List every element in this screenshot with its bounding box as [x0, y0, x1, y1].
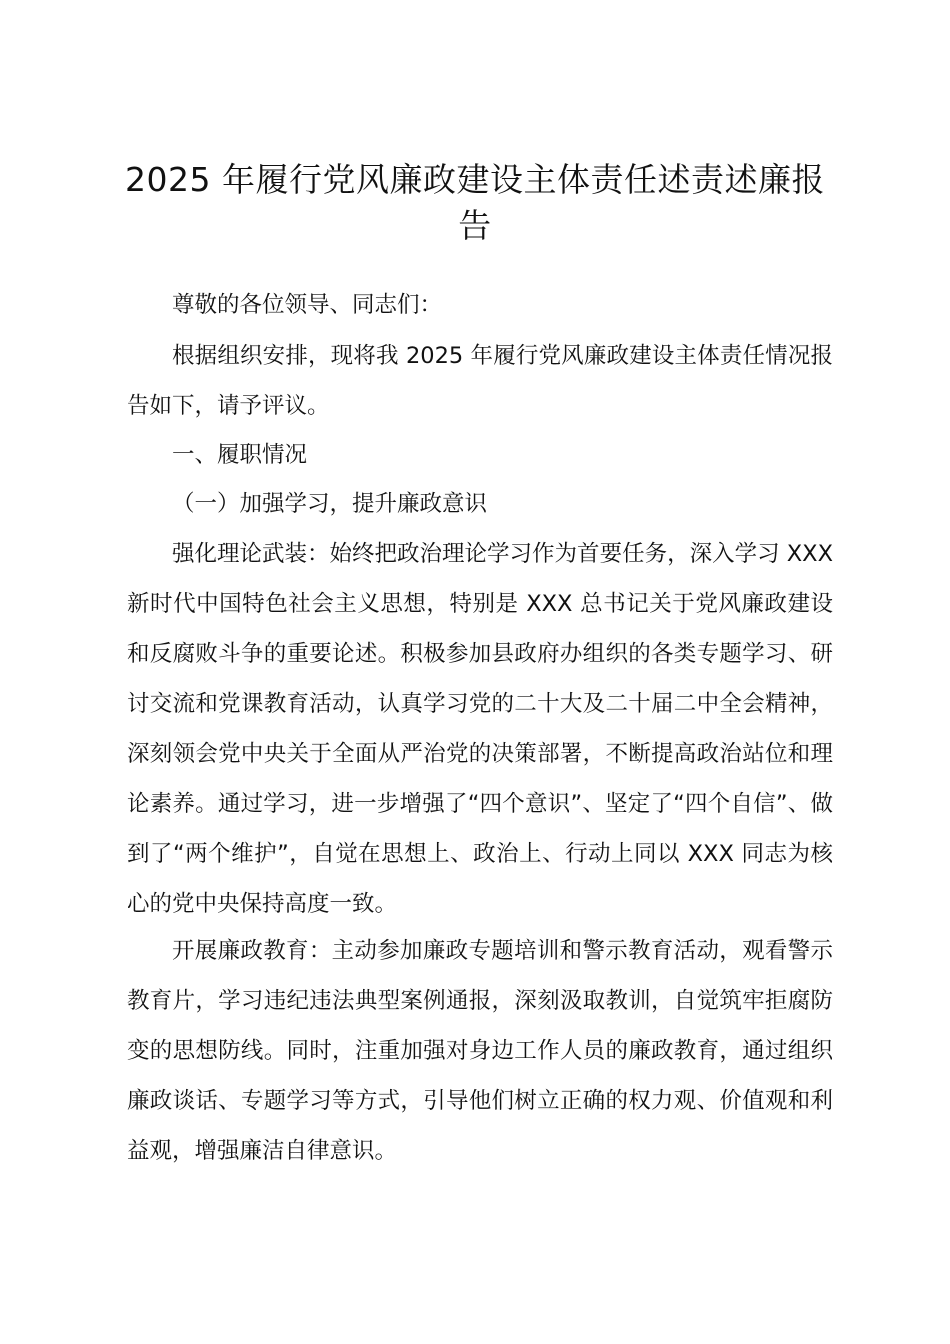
document-title: 2025 年履行党风廉政建设主体责任述责述廉报告 — [125, 160, 825, 245]
salutation: 尊敬的各位领导、同志们： — [172, 292, 443, 318]
education-paragraph: 开展廉政教育：主动参加廉政专题培训和警示教育活动，观看警示教育片，学习违纪违法典型案例通报，深刻汲取教训，自觉筑牢拒腐防变的思想防线。同时，注重加强对身边工作人员的廉政教育，通过组织廉政谈话、专题学习等方式，引导他们树立正确的权力观、价值观和利益观，增强廉洁自律意识。 — [127, 938, 833, 1164]
subsection-heading: （一）加强学习，提升廉政意识 — [172, 491, 488, 517]
section-heading: 一、履职情况 — [172, 442, 308, 468]
intro-paragraph: 根据组织安排，现将我 2025 年履行党风廉政建设主体责任情况报告如下，请予评议。 — [127, 343, 833, 419]
study-paragraph: 强化理论武装：始终把政治理论学习作为首要任务，深入学习 XXX 新时代中国特色社会主义思想，特别是 XXX 总书记关于党风廉政建设和反腐败斗争的重要论述。积极参加县政府办组织的各类专题学习、研讨交流和党课教育活动，认真学习党的二十大及二十届二中全会精神，深刻领会党中央关于全面从严治党的决策部署，不断提高政治站位和理论素养。通过学习，进一步增强了“四个意识”、坚定了“四个自信”、做到了“两个维护”，自觉在思想上、政治上、行动上同以 XXX 同志为核心的党中央保持高度一致。 — [127, 541, 833, 917]
